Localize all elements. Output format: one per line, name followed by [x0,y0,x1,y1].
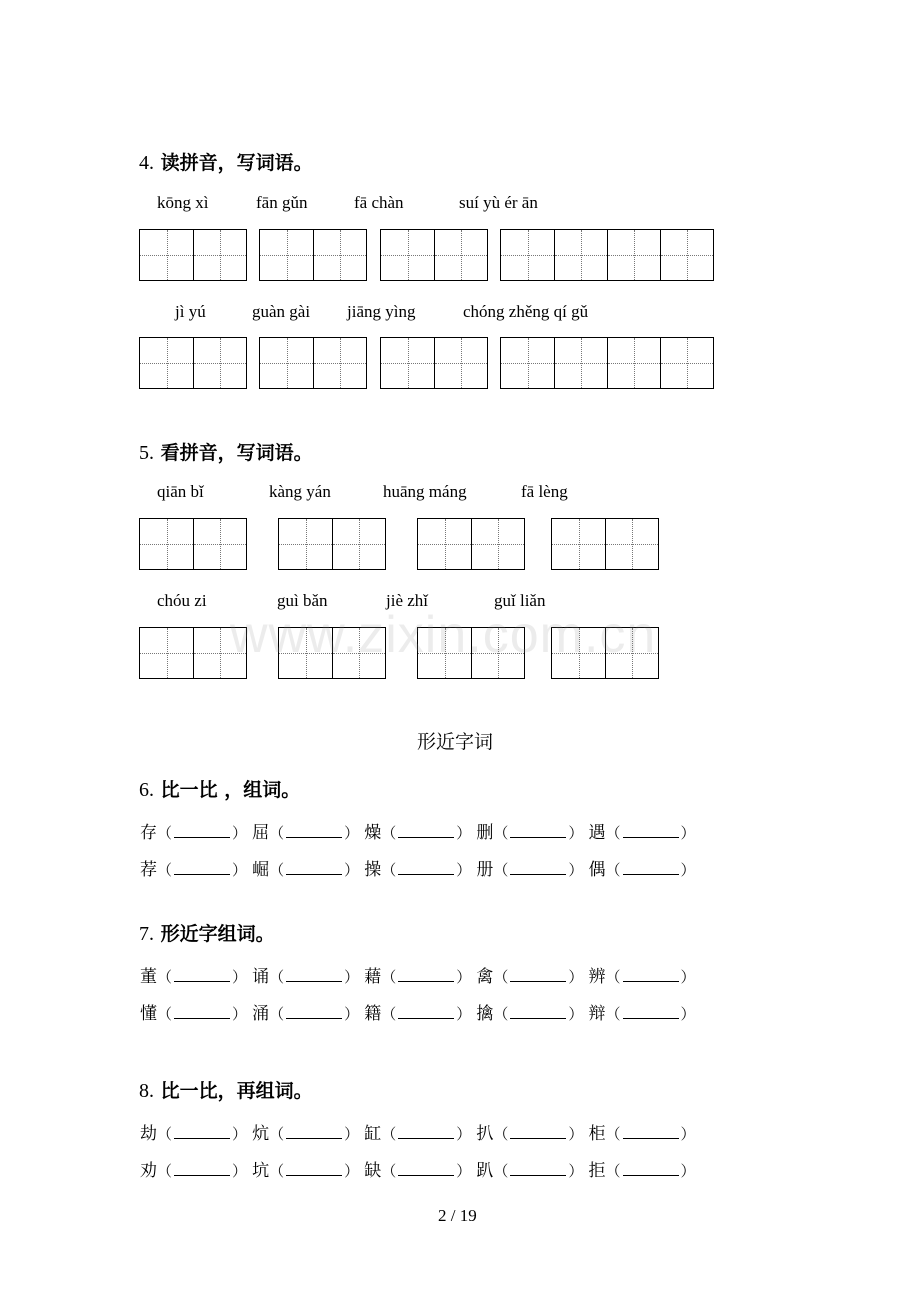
word-row [140,1156,696,1181]
character: 懂 [140,1004,157,1024]
word-row [140,855,696,880]
paren-open: （ [605,1162,621,1180]
character: 操 [364,860,382,880]
paren-open: （ [381,1005,397,1023]
writing-grid[interactable] [278,518,386,570]
pinyin-label: kōng xì [157,193,209,212]
pinyin-label: kàng yán [269,482,331,501]
character: 劝 [140,1161,157,1181]
section-number: 8. [139,1080,154,1102]
paren-close: ） [456,1005,472,1023]
word-row [140,1119,696,1144]
paren-open: （ [157,1005,173,1023]
paren-close: ） [232,1125,248,1143]
character: 遇 [588,823,606,843]
answer-blank[interactable] [286,1124,342,1139]
pinyin-label: chóng zhěng qí gǔ [463,302,589,321]
paren-open: （ [381,1162,397,1180]
character: 劫 [140,1124,157,1144]
answer-blank[interactable] [398,1004,454,1019]
character: 柜 [588,1124,606,1144]
paren-close: ） [456,968,472,986]
section-7-title [139,919,275,946]
paren-close: ） [680,1005,696,1023]
word-row [140,962,696,987]
writing-grid[interactable] [139,337,247,389]
character: 偶 [588,860,606,880]
paren-close: ） [344,861,360,879]
pinyin-label: huāng máng [383,482,467,501]
paren-open: （ [157,1125,173,1143]
paren-open: （ [605,1005,621,1023]
pinyin-label: fān gǔn [256,193,308,212]
answer-blank[interactable] [623,1004,679,1019]
section-title-text: 看拼音，写词语。 [160,442,313,464]
answer-blank[interactable] [174,967,230,982]
paren-close: ） [456,861,472,879]
paren-open: （ [269,1125,285,1143]
pinyin-label: fā chàn [354,193,404,212]
paren-close: ） [568,1125,584,1143]
answer-blank[interactable] [286,823,342,838]
paren-close: ） [456,1162,472,1180]
writing-grid[interactable] [139,229,247,281]
answer-blank[interactable] [398,1124,454,1139]
paren-open: （ [493,1125,509,1143]
answer-blank[interactable] [174,1004,230,1019]
writing-grid[interactable] [551,518,659,570]
character: 存 [140,823,157,843]
watermark: www.zixin.com.cn [230,606,657,664]
paren-close: ） [344,1125,360,1143]
section-number: 6. [139,779,154,801]
paren-close: ） [680,968,696,986]
paren-open: （ [269,861,285,879]
paren-open: （ [157,1162,173,1180]
writing-grid[interactable] [259,337,367,389]
pinyin-label: chóu zi [157,591,207,610]
answer-blank[interactable] [623,1124,679,1139]
section-title-text: 比一比 ，组词。 [160,779,301,801]
answer-blank[interactable] [174,823,230,838]
character: 涌 [252,1004,270,1024]
paren-open: （ [493,824,509,842]
character: 擒 [476,1004,494,1024]
paren-open: （ [157,824,173,842]
pinyin-label: suí yù ér ān [459,193,538,212]
answer-blank[interactable] [398,860,454,875]
paren-open: （ [381,968,397,986]
pinyin-label: jì yú [175,302,206,321]
paren-close: ） [568,1162,584,1180]
paren-open: （ [269,1162,285,1180]
answer-blank[interactable] [510,967,566,982]
paren-close: ） [456,1125,472,1143]
paren-open: （ [493,1005,509,1023]
answer-blank[interactable] [398,1161,454,1176]
section-title-text: 读拼音，写词语。 [160,152,313,174]
character: 辩 [588,1004,606,1024]
character: 崛 [252,860,270,880]
character: 藉 [364,967,382,987]
paren-open: （ [605,1125,621,1143]
pinyin-label: qiān bǐ [157,482,204,501]
paren-open: （ [157,861,173,879]
section-4-title [139,148,313,175]
answer-blank[interactable] [286,967,342,982]
writing-grid[interactable] [139,518,247,570]
pinyin-label: fā lèng [521,482,568,501]
character: 缸 [364,1124,382,1144]
paren-close: ） [232,861,248,879]
answer-blank[interactable] [623,860,679,875]
character: 删 [476,823,494,843]
character: 荐 [140,860,157,880]
answer-blank[interactable] [174,1161,230,1176]
answer-blank[interactable] [286,860,342,875]
answer-blank[interactable] [623,967,679,982]
paren-close: ） [680,861,696,879]
page-number: 2 / 19 [438,1206,477,1225]
section-number: 7. [139,923,154,945]
paren-close: ） [680,824,696,842]
pinyin-label: guàn gài [252,302,311,321]
paren-close: ） [680,1162,696,1180]
paren-close: ） [456,824,472,842]
character: 诵 [252,967,270,987]
character: 董 [140,967,157,987]
character: 坑 [252,1161,270,1181]
paren-close: ） [344,968,360,986]
answer-blank[interactable] [398,967,454,982]
answer-blank[interactable] [510,823,566,838]
paren-open: （ [605,968,621,986]
paren-close: ） [232,1005,248,1023]
answer-blank[interactable] [510,1161,566,1176]
character: 扒 [476,1124,494,1144]
section-number: 5. [139,442,154,464]
answer-blank[interactable] [510,860,566,875]
word-row [140,999,696,1024]
character: 炕 [252,1124,270,1144]
character: 籍 [364,1004,382,1024]
section-8-title [139,1076,313,1103]
section-subtitle: 形近字词 [417,731,494,753]
character: 册 [476,860,494,880]
paren-open: （ [493,861,509,879]
paren-open: （ [493,1162,509,1180]
writing-grid[interactable] [259,229,367,281]
answer-blank[interactable] [174,1124,230,1139]
character: 辨 [588,967,606,987]
paren-open: （ [381,1125,397,1143]
paren-open: （ [269,968,285,986]
pinyin-label: guǐ liǎn [494,591,546,610]
paren-close: ） [568,824,584,842]
section-6-title [139,775,300,802]
character: 趴 [476,1161,494,1181]
section-number: 4. [139,152,154,174]
paren-open: （ [381,861,397,879]
section-title-text: 形近字组词。 [160,923,275,945]
paren-open: （ [605,824,621,842]
paren-close: ） [344,1005,360,1023]
answer-blank[interactable] [623,823,679,838]
character: 缺 [364,1161,382,1181]
answer-blank[interactable] [174,860,230,875]
character: 屈 [252,823,270,843]
answer-blank[interactable] [510,1124,566,1139]
writing-grid[interactable] [500,337,714,389]
paren-close: ） [344,1162,360,1180]
answer-blank[interactable] [286,1161,342,1176]
writing-grid[interactable] [500,229,714,281]
paren-close: ） [232,968,248,986]
paren-open: （ [269,1005,285,1023]
paren-close: ） [232,1162,248,1180]
pinyin-label: jiāng yìng [347,302,416,321]
answer-blank[interactable] [510,1004,566,1019]
paren-open: （ [605,861,621,879]
character: 拒 [588,1161,606,1181]
paren-close: ） [680,1125,696,1143]
paren-open: （ [381,824,397,842]
word-row [140,818,696,843]
paren-close: ） [568,1005,584,1023]
writing-grid[interactable] [380,229,488,281]
paren-open: （ [493,968,509,986]
writing-grid[interactable] [380,337,488,389]
character: 禽 [476,967,494,987]
paren-open: （ [157,968,173,986]
pinyin-label: guì bǎn [277,591,328,610]
answer-blank[interactable] [398,823,454,838]
section-title-text: 比一比，再组词。 [160,1080,313,1102]
pinyin-label: jiè zhǐ [386,591,429,610]
answer-blank[interactable] [286,1004,342,1019]
paren-close: ） [344,824,360,842]
writing-grid[interactable] [417,518,525,570]
paren-close: ） [568,861,584,879]
paren-open: （ [269,824,285,842]
paren-close: ） [568,968,584,986]
section-5-title [139,438,313,465]
paren-close: ） [232,824,248,842]
answer-blank[interactable] [623,1161,679,1176]
character: 燥 [364,823,382,843]
